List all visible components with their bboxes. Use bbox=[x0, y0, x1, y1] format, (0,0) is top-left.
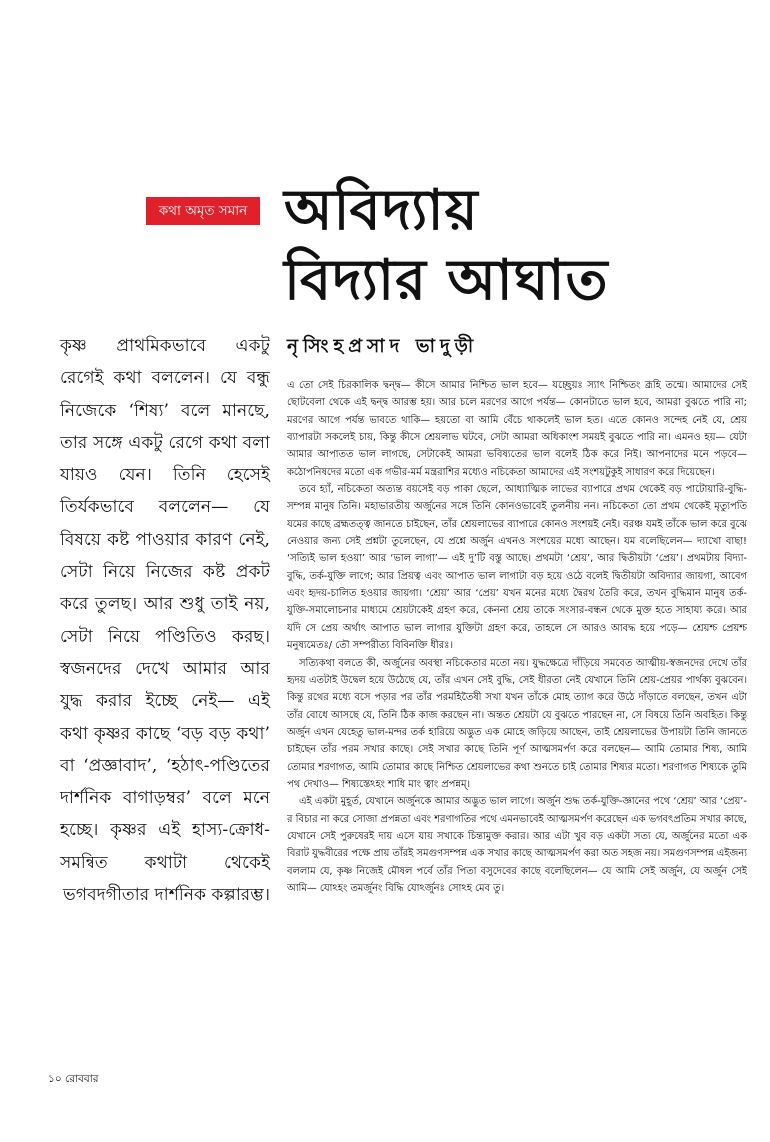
body-paragraph-4: এই একটা মুহূর্ত, যেখানে অর্জুনকে আমার অদ্ভুত ভাল লাগে। অর্জুন শুদ্ধ তর্ক-যুক্তি-জ্ঞানের পথে ‘শ্রেয়’ আর ‘প্রেয়’-র বিচার না করে সোজা প্রপন্নতা এবং শরণাগতির পথে এমনভাবেই আত্মসমর্পণ করেছেন এক ভগবৎপ্রতিম সখার কাছে, যেখানে সেই পুরুষেরই দায় এসে যায় সখাকে চিন্তামুক্ত করার। আর এটা খুব বড় একটা সত্য যে, অর্জুনের মতো এক বিরাট যুদ্ধবীরের পক্ষে প্রায় তাঁরই সমগুণসম্পন্ন এক সখার কাছে আত্মসমর্পণ করা অত সহজ নয়। সমগুণসম্পন্ন এইজন্য বললাম যে, কৃষ্ণ নিজেই মৌষল পর্বে তাঁর পিতা বসুদেবের কাছে বলেছিলেন— যে আমি সেই অর্জুন, যে অর্জুন সেই আমি— যোঽহং তমর্জুনং বিদ্ধি যোঽর্জুনঃ সোঽহ মেব তু। bbox=[287, 796, 747, 894]
title-line-1: অবিদ্যায় bbox=[284, 178, 479, 243]
page-footer: ১০ রোববার bbox=[48, 1073, 99, 1085]
author-name: নৃসিংহপ্রসাদ ভাদুড়ী bbox=[287, 336, 479, 357]
section-tag: কথা অমৃত সমান bbox=[146, 197, 260, 225]
article-body bbox=[287, 377, 747, 1077]
body-paragraph-3: সত্যিকথা বলতে কী, অর্জুনের অবস্থা নচিকেতার মতো নয়। যুদ্ধক্ষেত্রে দাঁড়িয়ে সমবেত আত্মীয়-স্বজনদের দেখে তাঁর হৃদয় এতটাই উদ্বেল হয়ে উঠেছে যে, তাঁর এখন সেই বুদ্ধি, সেই ধীরতা নেই যেখানে তিনি শ্রেয়-প্রেয়র পার্থক্য বুঝবেন। কিন্তু রথের মধ্যে বসে পড়ার পর তাঁর পরমহিতৈষী সখা যখন তাঁকে মোহ ত্যাগ করে উঠে দাঁড়াতে বলছেন, তখন এটা তাঁর বোধে আসছে যে, তিনি ঠিক কাজ করছেন না। অন্তত শ্রেয়টা যে বুঝতে পারছেন না, সে বিষয়ে তিনি অবহিত। কিন্তু অর্জুন এখন যেহেতু ভাল-মন্দর তর্ক হারিয়ে অদ্ভুত এক মোহে জড়িয়ে আছেন, তাই শ্রেয়লাভের উপায়টা তিনি জানতে চাইছেন তাঁর পরম সখার কাছে। সেই সখার কাছে তিনি পূর্ণ আত্মসমর্পণ করে বলছেন— আমি তোমার শিষ্য, আমি তোমার শরণাগত, আমি তোমার কাছে নিশ্চিত শ্রেয়লাভের কথা শুনতে চাই তোমার শিষ্যর মতো। শরণাগত শিষ্যকে তুমি পথ দেখাও— শিষ্যস্তেঽহং শাধি মাং ত্বাং প্রপন্নম্। bbox=[287, 657, 747, 790]
article-title bbox=[284, 176, 754, 316]
body-paragraph-1: এ তো সেই চিরকালিক দ্বন্দ্ব— কীসে আমার নিশ্চিত ভাল হবে— যচ্ছ্রেয়ঃ স্যাৎ নিশ্চিতং ব্রূহি তন্মে। আমাদের সেই ছোটবেলা থেকে এই দ্বন্দ্ব আরম্ভ হয়। আর চলে মরণের আগে পর্যন্ত— কোনটাতে ভাল হবে, আমরা বুঝতে পারি না; মরণের আগে পর্যন্ত ভাবতে থাকি— হয়তো বা আমি বেঁচে থাকলেই ভাল হত। এতে কোনও সন্দেহ নেই যে, শ্রেয় ব্যাপারটা সকলেই চায়, কিন্তু কীসে শ্রেয়লাভ ঘটবে, সেটা আমরা অধিকাংশ সময়ই বুঝতে পারি না। এমনও হয়— যেটা আমার আপাতত ভাল লাগছে, সেটাকেই আমরা ভবিষ্যতের ভাল বলেই ঠিক করে নিই। আপনাদের মনে পড়বে— কঠোপনিষদের মতো এক গভীর-মর্ম মন্ত্ররাশির মধ্যেও নচিকেতা আমাদের এই সংশয়টুকুই সাধারণ করে দিয়েছেন। bbox=[287, 380, 747, 478]
pull-quote bbox=[60, 330, 270, 911]
body-paragraph-2: তবে হ্যাঁ, নচিকেতা অত্যন্ত বয়সেই বড় পাকা ছেলে, আধ্যাত্মিক লাভের ব্যাপারে প্রথম থেকেই বড় পাটোয়ারি-বুদ্ধি-সম্পন্ন মানুষ তিনি। মহাভারতীয় অর্জুনের সঙ্গে তিনি কোনওভাবেই তুলনীয় নন। নচিকেতা তো প্রথম থেকেই মৃত্যুপতি যমের কাছে ব্রহ্মতত্ত্ব জানতে চাইছেন, তাঁর শ্রেয়লাভের ব্যাপারে কোনও সংশয়ই নেই। বরঞ্চ যমই তাঁকে ভাল করে বুঝে নেওয়ার জন্য সেই প্রশ্নটা তুলেছেন, যে প্রশ্নে অর্জুন এখনও সংশয়ের মধ্যে আছেন। যম বলেছিলেন— দ্যাখো বাছা! ‘সত্যিই ভাল হওয়া’ আর ‘ভাল লাগা’— এই দু’টি বস্তু আছে। প্রথমটা ‘শ্রেয়’, আর দ্বিতীয়টা ‘প্রেয়’। প্রথমটায় বিদ্যা-বুদ্ধি, তর্ক-যুক্তি লাগে; আর প্রিয়ত্ব এবং আপাত ভাল লাগাটা বড় হয়ে ওঠে বলেই দ্বিতীয়টা অবিদ্যার জায়গা, আবেগ এবং হৃদয়-চালিত হওয়ার জায়গা। ‘শ্রেয়’ আর ‘প্রেয়’ যখন মনের মধ্যে দ্বৈরথ তৈরি করে, তখন বুদ্ধিমান মানুষ তর্ক-যুক্তি-সমালোচনার মাধ্যমে শ্রেয়টাকেই গ্রহণ করে, কেননা শ্রেয় তাকে সংসার-বন্ধন থেকে মুক্ত হতে সাহায্য করে। আর যদি সে প্রেয় অর্থাৎ আপাত ভাল লাগার যুক্তিটা গ্রহণ করে, তাহলে সে আরও আবদ্ধ হয়ে পড়ে— শ্রেয়শ্চ প্রেয়শ্চ মনুষ্যমেতঃ/ তৌ সম্পরীত্য বিবিনক্তি ধীরঃ। bbox=[287, 484, 747, 652]
title-line-2: বিদ্যার আঘাত bbox=[284, 248, 609, 313]
pull-quote-text: কৃষ্ণ প্রাথমিকভাবে একটু রেগেই কথা বললেন। যে বন্ধু নিজেকে ‘শিষ্য’ বলে মানছে, তার সঙ্গে একটু রেগে কথা বলা যায়ও যেন। তিনি হেসেই তির্যকভাবে বললেন— যে বিষয়ে কষ্ট পাওয়ার কারণ নেই, সেটা নিয়ে নিজের কষ্ট প্রকট করে তুলছ। আর শুধু তাই নয়, সেটা নিয়ে পণ্ডিতিও করছ। স্বজনদের দেখে আমার আর যুদ্ধ করার ইচ্ছে নেই— এই কথা কৃষ্ণর কাছে ‘বড় বড় কথা’ বা ‘প্রজ্ঞাবাদ’, ‘হঠাৎ-পণ্ডিতের দার্শনিক বাগাড়ম্বর’ বলে মনে হচ্ছে। কৃষ্ণর এই হাস্য-ক্রোধ-সমন্বিত কথাটা থেকেই ভগবদগীতার দার্শনিক কল্পারম্ভ। bbox=[60, 336, 270, 906]
